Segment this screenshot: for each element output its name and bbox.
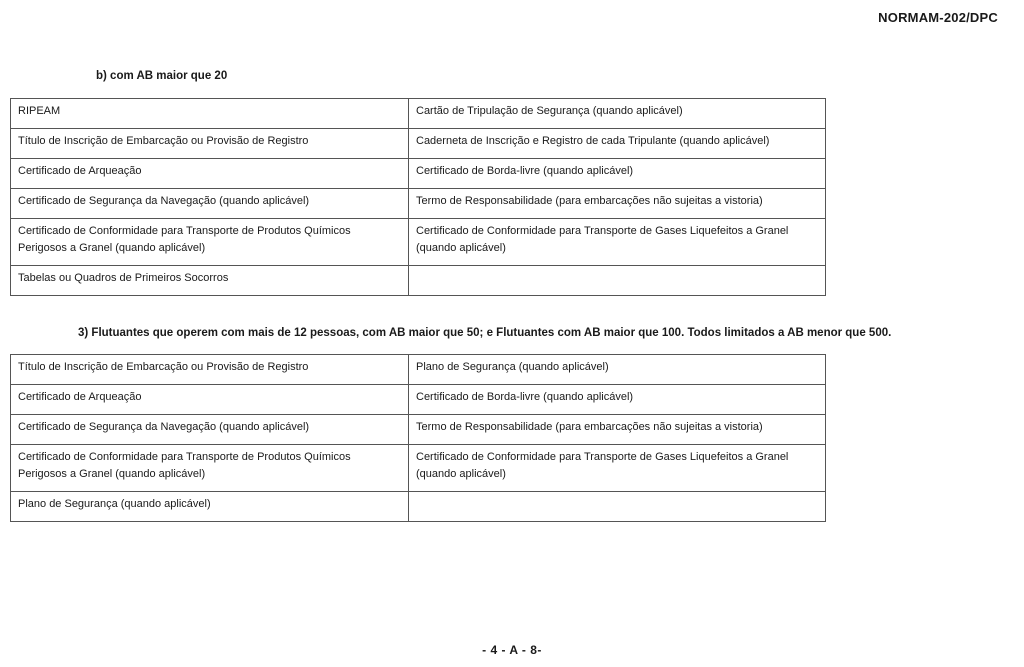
table-cell: Plano de Segurança (quando aplicável) [11,492,409,522]
table-cell: Certificado de Arqueação [11,159,409,189]
table-cell: RIPEAM [11,99,409,129]
table-cell [409,492,826,522]
table-cell: Plano de Segurança (quando aplicável) [409,355,826,385]
table-row [11,492,826,522]
page-number: - 4 - A - 8- [482,643,542,657]
table-row [11,219,826,266]
table-row [11,266,826,296]
table-cell: Caderneta de Inscrição e Registro de cada Tripulante (quando aplicável) [409,129,826,159]
table-cell: Certificado de Segurança da Navegação (quando aplicável) [11,189,409,219]
table-cell: Termo de Responsabilidade (para embarcações não sujeitas a vistoria) [409,189,826,219]
table-row [11,129,826,159]
table-cell: Título de Inscrição de Embarcação ou Provisão de Registro [11,129,409,159]
section-b-table [10,98,826,296]
section-3-table [10,354,826,522]
table-cell: Certificado de Segurança da Navegação (quando aplicável) [11,415,409,445]
table-row [11,99,826,129]
table-cell: Cartão de Tripulação de Segurança (quando aplicável) [409,99,826,129]
table-row [11,415,826,445]
section-b-title: b) com AB maior que 20 [96,70,228,82]
table-row [11,159,826,189]
table-cell: Termo de Responsabilidade (para embarcações não sujeitas a vistoria) [409,415,826,445]
table-cell: Certificado de Arqueação [11,385,409,415]
table-cell: Certificado de Borda-livre (quando aplicável) [409,385,826,415]
table-cell: Certificado de Conformidade para Transporte de Produtos Químicos Perigosos a Granel (quando aplicável) [11,445,409,492]
table-cell: Certificado de Conformidade para Transporte de Produtos Químicos Perigosos a Granel (quando aplicável) [11,219,409,266]
table-row [11,189,826,219]
document-reference: NORMAM-202/DPC [878,10,998,25]
table-cell: Certificado de Conformidade para Transporte de Gases Liquefeitos a Granel (quando aplicável) [409,445,826,492]
table-cell: Título de Inscrição de Embarcação ou Provisão de Registro [11,355,409,385]
section-3-title: 3) Flutuantes que operem com mais de 12 pessoas, com AB maior que 50; e Flutuantes com AB maior que 100. Todos limitados a AB menor que 500. [78,327,892,339]
table-cell: Certificado de Borda-livre (quando aplicável) [409,159,826,189]
table-cell: Certificado de Conformidade para Transporte de Gases Liquefeitos a Granel (quando aplicável) [409,219,826,266]
table-row [11,445,826,492]
table-cell [409,266,826,296]
table-row [11,355,826,385]
table-cell: Tabelas ou Quadros de Primeiros Socorros [11,266,409,296]
table-row [11,385,826,415]
